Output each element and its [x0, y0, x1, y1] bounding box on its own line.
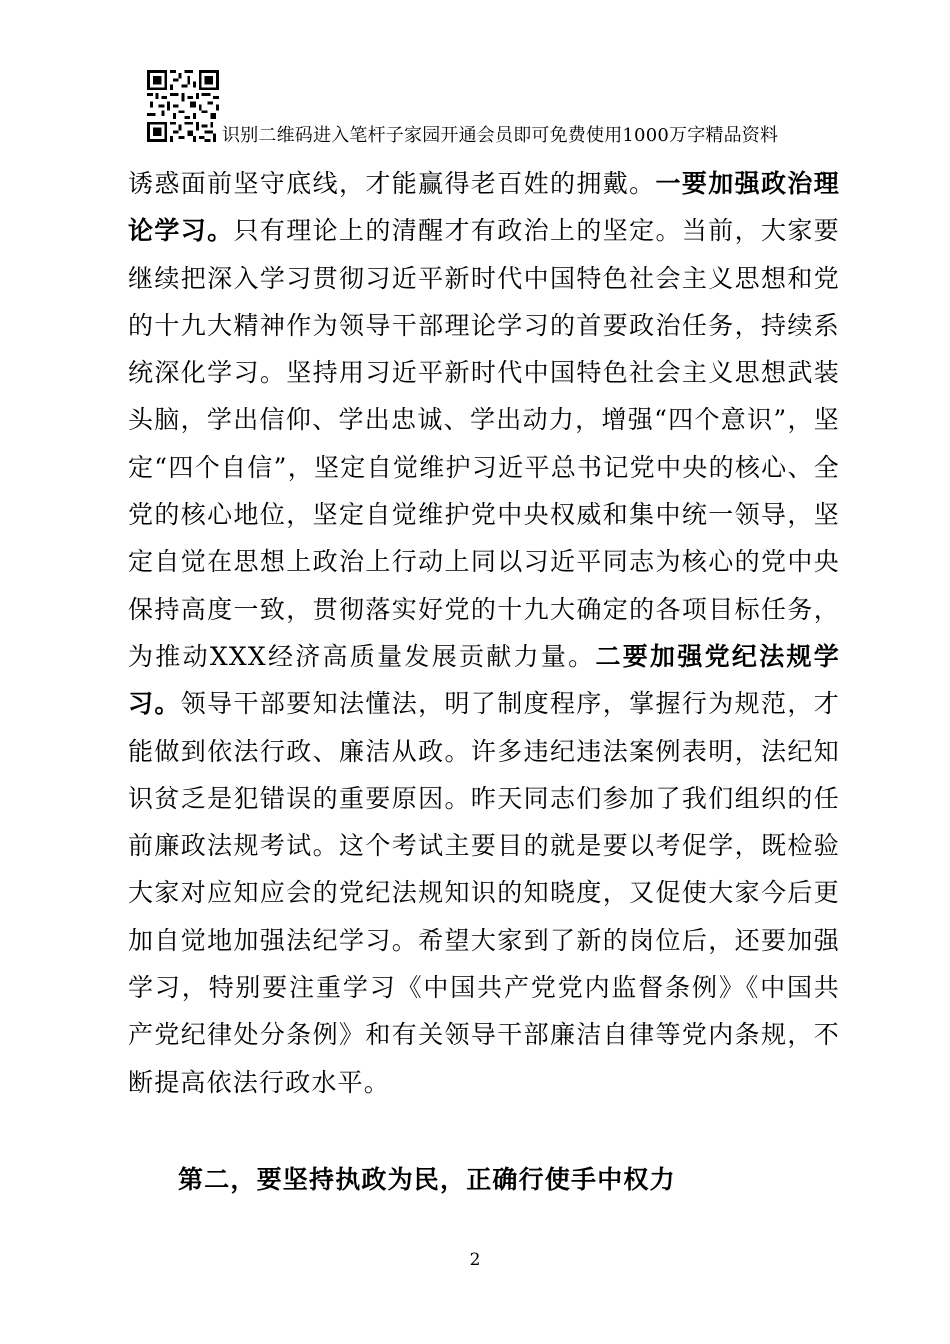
page-number: 2	[469, 1250, 481, 1270]
qr-code-icon	[147, 70, 219, 142]
header-promo-text: 识别二维码进入笔杆子家园开通会员即可免费使用1000万字精品资料	[222, 125, 779, 146]
sentence: 诱惑面前坚守底线，才能赢得老百姓的拥戴。	[128, 169, 656, 198]
paragraph-text	[128, 160, 840, 1106]
section-subheading: 第二，要坚持执政为民，正确行使手中权力	[178, 1165, 676, 1194]
sentence: 只有理论上的清醒才有政治上的坚定。当前，大家要继续把深入学习贯彻习近平新时代中国特色社会主义思想和党的十九大精神作为领导干部理论学习的首要政治任务，持续系统深化学习。坚持用习近平新时代中国特色社会主义思想武装头脑，学出信仰、学出忠诚、学出动力，增强“四个意识”，坚定“四个自信”，坚定自觉维护习近平总书记党中央的核心、全党的核心地位，坚定自觉维护党中央权威和集中统一领导，坚定自觉在思想上政治上行动上同以习近平同志为核心的党中央保持高度一致，贯彻落实好党的十九大确定的各项目标任务，为推动XXX经济高质量发展贡献力量。	[128, 216, 840, 671]
sentence: 领导干部要知法懂法，明了制度程序，掌握行为规范，才能做到依法行政、廉洁从政。许多违纪违法案例表明，法纪知识贫乏是犯错误的重要原因。昨天同志们参加了我们组织的任前廉政法规考试。这个考试主要目的就是要以考促学，既检验大家对应知应会的党纪法规知识的知晓度，又促使大家今后更加自觉地加强法纪学习。希望大家到了新的岗位后，还要加强学习，特别要注重学习《中国共产党党内监督条例》《中国共产党纪律处分条例》和有关领导干部廉洁自律等党内条规，不断提高依法行政水平。	[128, 689, 840, 1097]
bold-point-heading: 二要加强党纪法规学习。	[128, 641, 840, 719]
bold-point-heading: 一要加强政治理论学习。	[128, 169, 840, 246]
body-paragraph	[128, 160, 840, 1106]
